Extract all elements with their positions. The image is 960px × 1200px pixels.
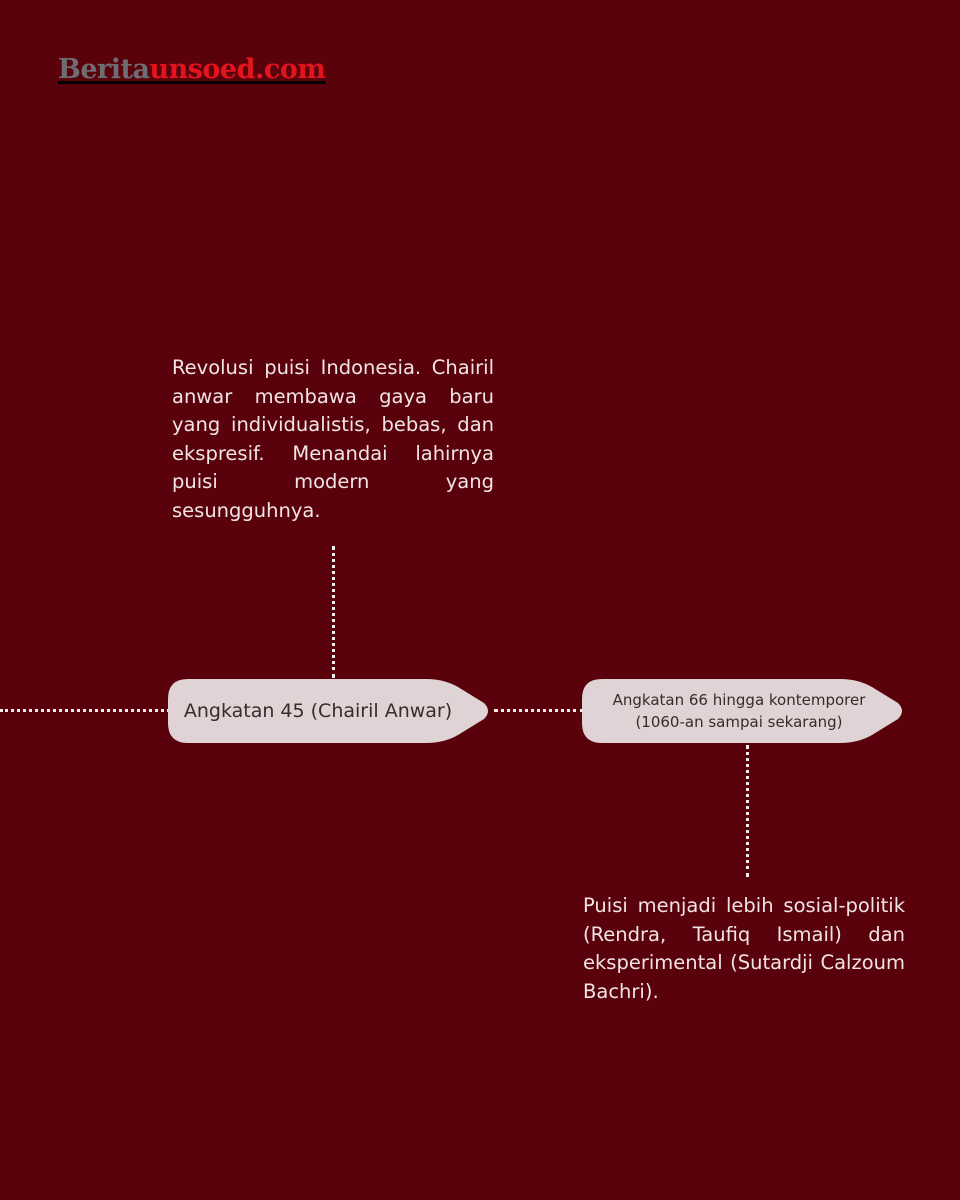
timeline-middle-segment — [494, 709, 584, 712]
logo-part-unsoed: unsoed.com — [149, 54, 326, 85]
connector-node-2-down — [746, 745, 749, 877]
timeline-left-segment — [0, 709, 170, 712]
node-1-label: Angkatan 45 (Chairil Anwar) — [183, 700, 453, 722]
logo-part-berita: Berita — [58, 54, 150, 85]
site-logo — [58, 54, 325, 85]
node-2-label-line2: (1060-an sampai sekarang) — [635, 713, 843, 731]
node-2-description: Puisi menjadi lebih sosial-politik (Rendra, Taufiq Ismail) dan eksperimental (Sutardji Calzoum Bachri). — [583, 894, 905, 1003]
timeline-node-angkatan-66 — [582, 679, 906, 743]
timeline-node-angkatan-45 — [168, 679, 492, 743]
connector-node-1-up — [332, 546, 335, 678]
node-2-label — [582, 679, 896, 743]
node-2-label-line1: Angkatan 66 hingga kontemporer — [612, 691, 866, 709]
node-1-description: Revolusi puisi Indonesia. Chairil anwar membawa gaya baru yang individualistis, bebas, dan ekspresif. Menandai lahirnya puisi modern yang sesungguhnya. — [172, 356, 494, 522]
